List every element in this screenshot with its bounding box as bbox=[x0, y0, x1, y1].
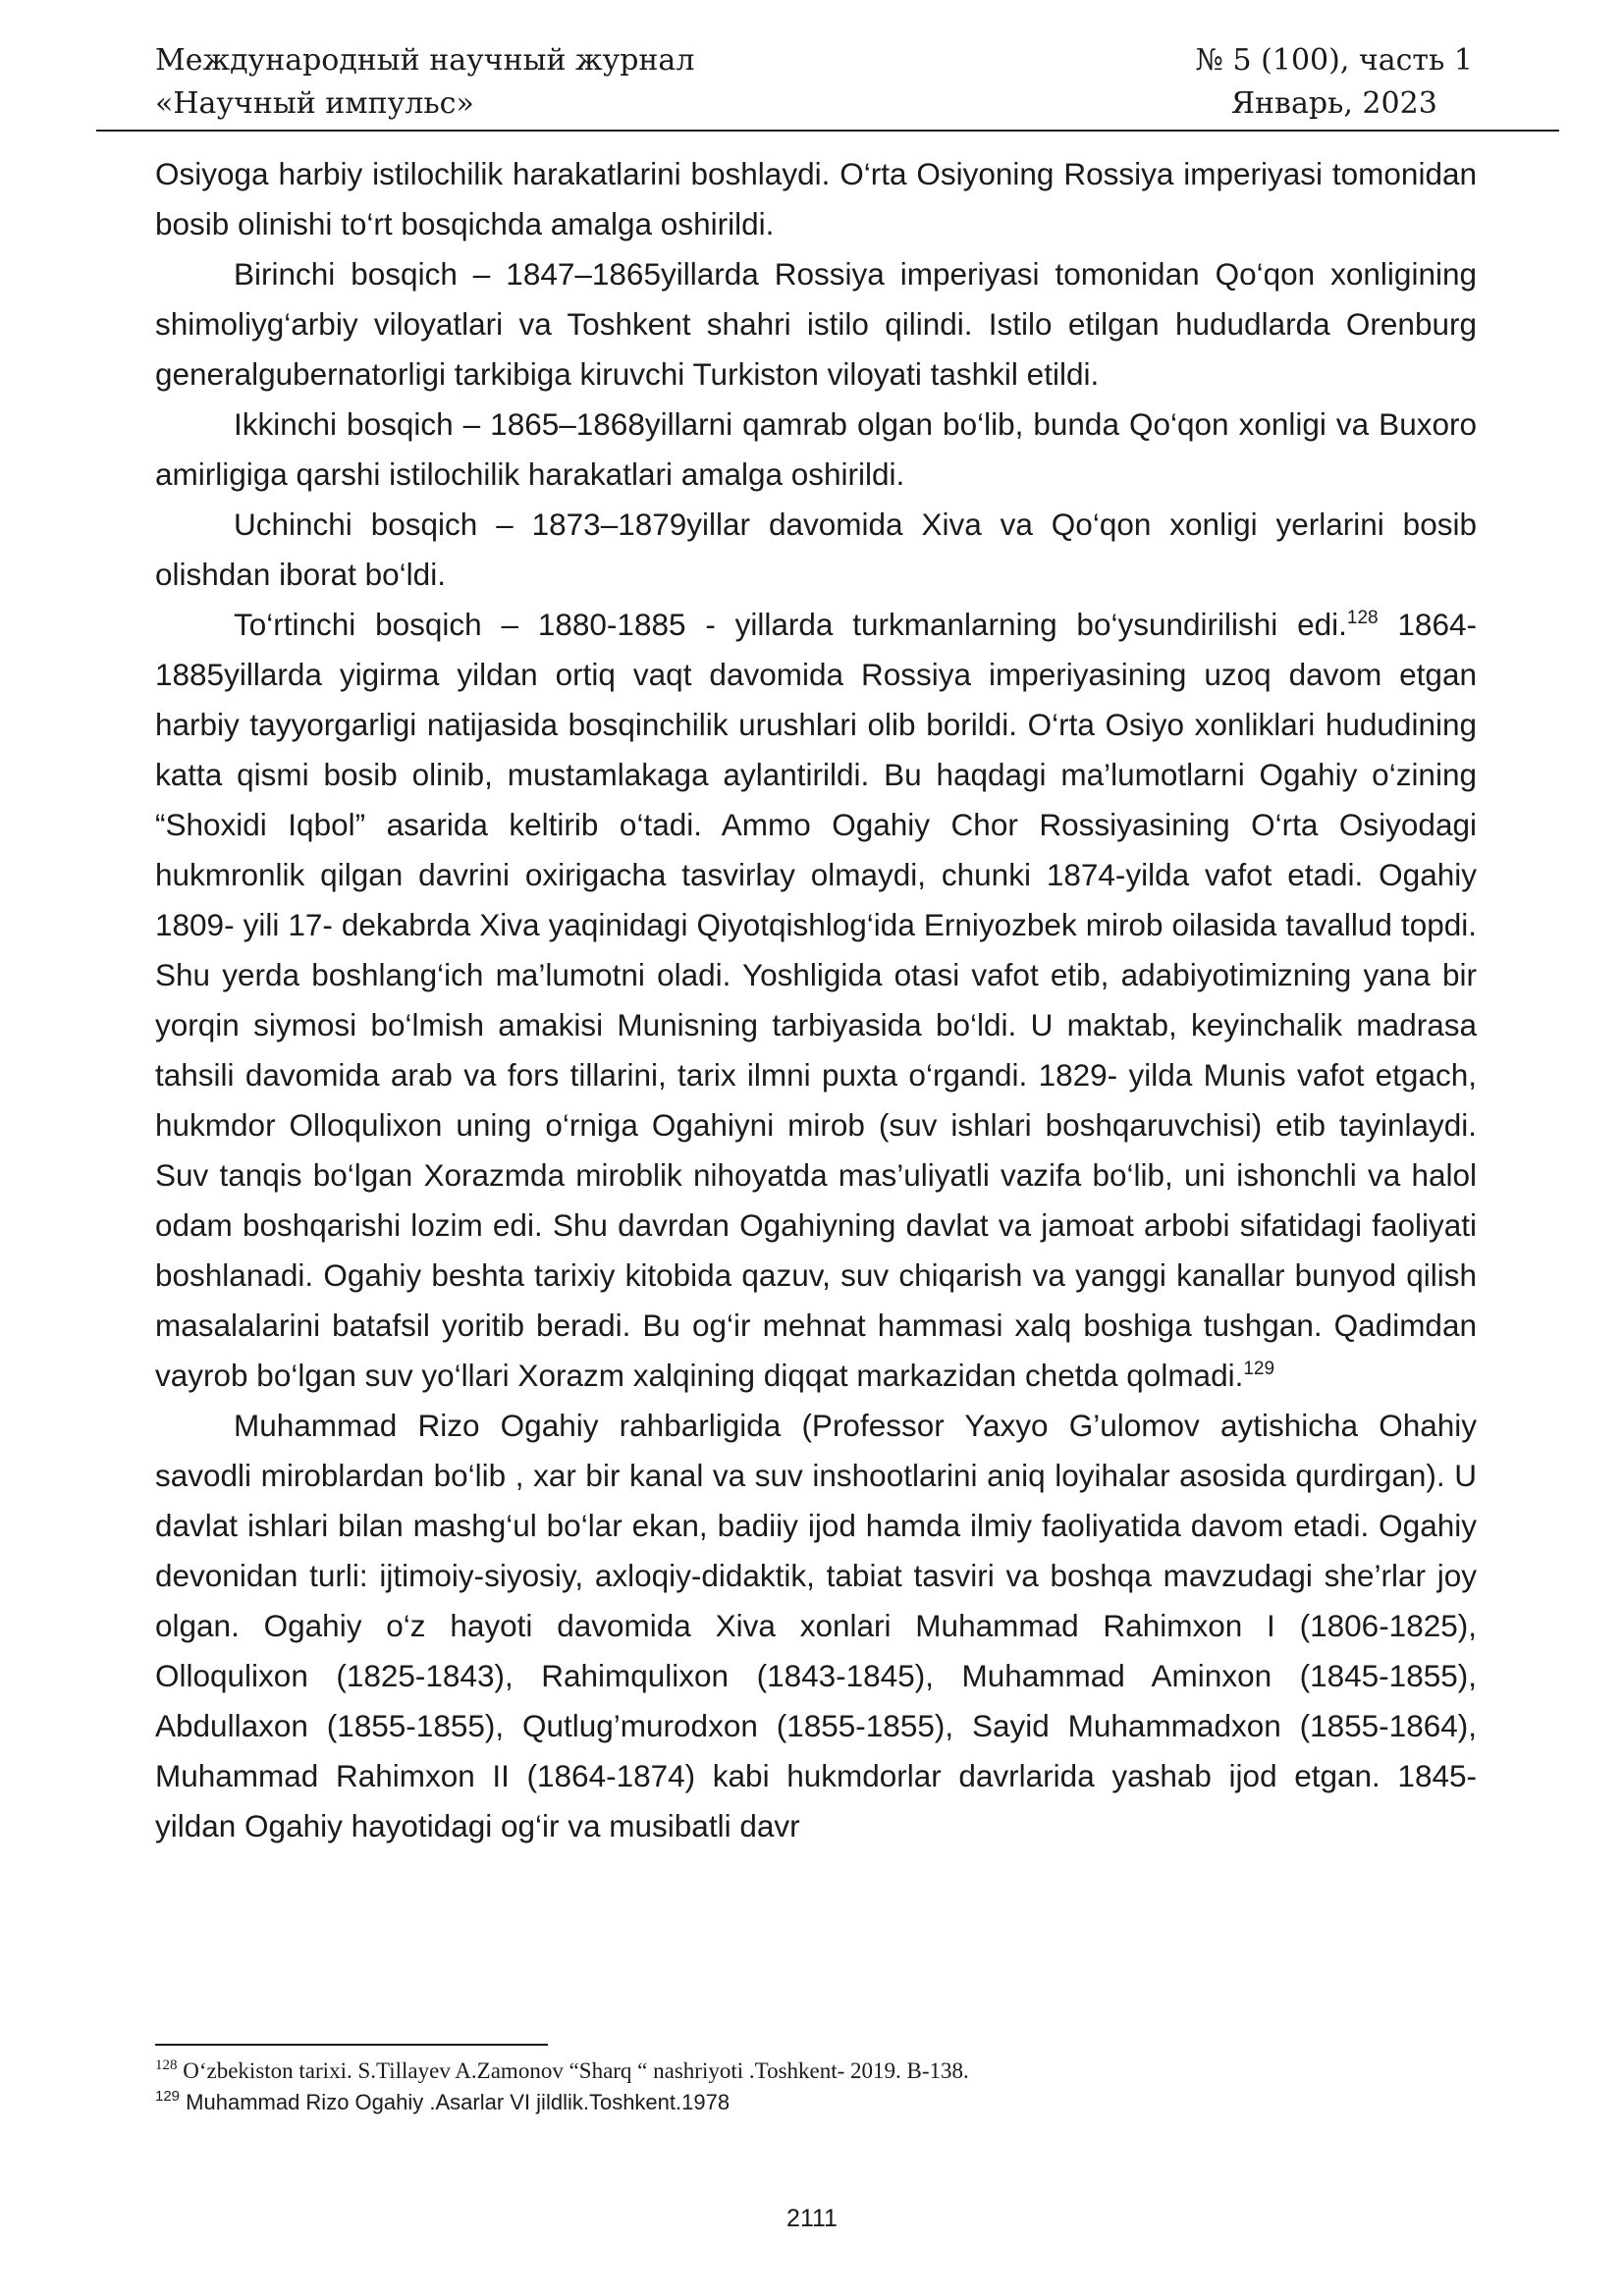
journal-title-line1: Международный научный журнал bbox=[155, 43, 695, 78]
page-number: 2111 bbox=[786, 2205, 838, 2232]
footnote-divider bbox=[155, 2044, 548, 2046]
paragraph: Ikkinchi bosqich – 1865–1868yillarni qamrab olgan bo‘lib, bunda Qo‘qon xonligi va Buxoro amirligiga qarshi istilochilik harakatlari amalga oshirildi. bbox=[155, 406, 1477, 492]
footnote-text: O‘zbekiston tarixi. S.Tillayev A.Zamonov “Sharq “ nashriyoti .Toshkent- 2019. B-138. bbox=[183, 2058, 969, 2083]
article-body bbox=[155, 149, 1477, 1851]
issue-number: № 5 (100), часть 1 bbox=[1195, 43, 1473, 78]
paragraph-text: 1864-1885yillarda yigirma yildan ortiq vaqt davomida Rossiya imperiyasining uzoq davom etgan harbiy tayyorgarligi natijasida bosqinchilik urushlari olib borildi. O‘rta Osiyo xonliklari hududining katta qismi bosib olinib, mustamlakaga aylantirildi. Bu haqdagi ma’lumotlarni Ogahiy o‘zining “Shoxidi Iqbol” asarida keltirib o‘tadi. Ammo Ogahiy Chor Rossiyasining O‘rta Osiyodagi hukmronlik qilgan davrini oxirigacha tasvirlay olmaydi, chunki 1874-yilda vafot etadi. Ogahiy 1809- yili 17- dekabrda Xiva yaqinidagi Qiyotqishlog‘ida Erniyozbek mirob oilasida tavallud topdi. Shu yerda boshlang‘ich ma’lumotni oladi. Yoshligida otasi vafot etib, adabiyotimizning yana bir yorqin siymosi bo‘lmish amakisi Munisning tarbiyasida bo‘ldi. U maktab, keyinchalik madrasa tahsili davomida arab va fors tillarini, tarix ilmni puxta o‘rgandi. 1829- yilda Munis vafot etgach, hukmdor Olloqulixon uning o‘rniga Ogahiyni mirob (suv ishlari boshqaruvchisi) etib tayinlaydi. Suv tanqis bo‘lgan Xorazmda miroblik nihoyatda mas’uliyatli vazifa bo‘lib, uni ishonchli va halol odam boshqarishi lozim edi. Shu davrdan Ogahiyning davlat va jamoat arbobi sifatidagi faoliyati boshlanadi. Ogahiy beshta tarixiy kitobida qazuv, suv chiqarish va yanggi kanallar bunyod qilish masalalarini batafsil yoritib beradi. Bu og‘ir mehnat hammasi xalq boshiga tushgan. Qadimdan vayrob bo‘lgan suv yo‘llari Xorazm xalqining diqqat markazidan chetda qolmadi. bbox=[155, 607, 1477, 1393]
footnote-128 bbox=[155, 2056, 1477, 2087]
running-header bbox=[155, 39, 1473, 128]
footnote-ref-128[interactable]: 128 bbox=[1346, 608, 1379, 628]
footnote-ref-129[interactable]: 129 bbox=[1243, 1359, 1275, 1379]
paragraph bbox=[155, 600, 1477, 1401]
footnote-129 bbox=[155, 2087, 1477, 2118]
paragraph: Birinchi bosqich – 1847–1865yillarda Rossiya imperiyasi tomonidan Qo‘qon xonligining shimoliyg‘arbiy viloyatlari va Toshkent shahri istilo qilindi. Istilo etilgan hududlarda Orenburg generalgubernatorligi tarkibiga kiruvchi Turkiston viloyati tashkil etildi. bbox=[155, 256, 1477, 392]
issue-date: Январь, 2023 bbox=[1230, 86, 1437, 121]
paragraph: Uchinchi bosqich – 1873–1879yillar davomida Xiva va Qo‘qon xonligi yerlarini bosib olishdan iborat bo‘ldi. bbox=[155, 507, 1477, 592]
footnotes bbox=[155, 2056, 1477, 2118]
header-divider bbox=[96, 130, 1559, 132]
paragraph: Osiyoga harbiy istilochilik harakatlarini boshlaydi. O‘rta Osiyoning Rossiya imperiyasi tomonidan bosib olinishi to‘rt bosqichda amalga oshirildi. bbox=[155, 156, 1477, 241]
paragraph: Muhammad Rizo Ogahiy rahbarligida (Professor Yaxyo G’ulomov aytishicha Ohahiy savodli miroblardan bo‘lib , xar bir kanal va suv inshootlarini aniq loyihalar asosida qurdirgan). U davlat ishlari bilan mashg‘ul bo‘lar ekan, badiiy ijod hamda ilmiy faoliyatida davom etadi. Ogahiy devonidan turli: ijtimoiy-siyosiy, axloqiy-didaktik, tabiat tasviri va boshqa mavzudagi she’rlar joy olgan. Ogahiy o‘z hayoti davomida Xiva xonlari Muhammad Rahimxon I (1806-1825), Olloqulixon (1825-1843), Rahimqulixon (1843-1845), Muhammad Aminxon (1845-1855), Abdullaxon (1855-1855), Qutlug’murodxon (1855-1855), Sayid Muhammadxon (1855-1864), Muhammad Rahimxon II (1864-1874) kabi hukmdorlar davrlarida yashab ijod etgan. 1845- yildan Ogahiy hayotidagi og‘ir va musibatli davr bbox=[155, 1408, 1477, 1843]
paragraph-text: To‘rtinchi bosqich – 1880-1885 - yillarda turkmanlarning bo‘ysundirilishi edi. bbox=[234, 607, 1347, 642]
journal-title bbox=[155, 39, 694, 126]
footnote-number: 129 bbox=[155, 2088, 181, 2105]
footnote-number: 128 bbox=[155, 2057, 178, 2073]
footnote-text: Muhammad Rizo Ogahiy .Asarlar VI jildlik.Toshkent.1978 bbox=[186, 2090, 731, 2114]
issue-info bbox=[1196, 39, 1473, 126]
journal-title-line2: «Научный импульс» bbox=[155, 86, 474, 121]
